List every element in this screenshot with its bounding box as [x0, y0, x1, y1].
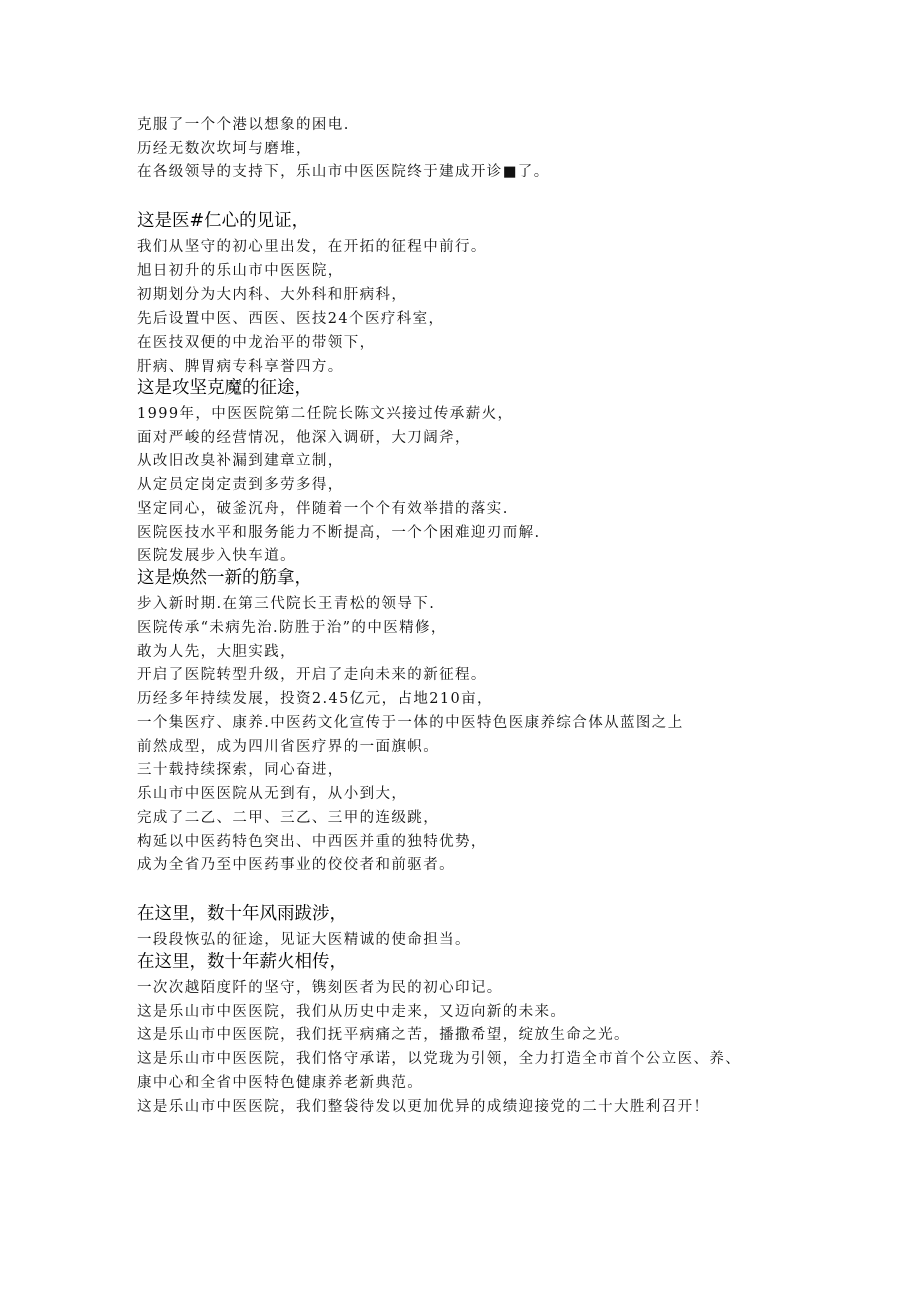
section-5-line-5: 康中心和全省中医特色健康养老新典范。	[137, 1075, 424, 1091]
section-3-line-5: 历经多年持续发展，投资2.45亿元，占地210亩，	[137, 691, 493, 707]
section-3-line-1: 步入新时期.在第三代院长王青松的领导下.	[137, 596, 436, 612]
section-3-line-9: 乐山市中医医院从无到有，从小到大，	[137, 786, 408, 802]
section-3-line-7: 前然成型，成为四川省医疗界的一面旗帜。	[137, 739, 440, 755]
section-2-line-2: 面对严峻的经营情况，他深入调研，大刀阔斧，	[137, 430, 471, 446]
section-1-line-2: 旭日初升的乐山市中医医院，	[137, 263, 344, 279]
section-2-line-1: 1999年，中医医院第二任院长陈文兴接过传承薪火，	[137, 406, 514, 422]
section-1-heading: 这是医#仁心的见证，	[137, 211, 310, 231]
section-3-heading: 这是焕然一新的筋拿，	[137, 568, 312, 588]
section-3-line-3: 敢为人先，大胆实践，	[137, 644, 296, 660]
intro-line-1: 克服了一个个港以想象的困电.	[137, 117, 350, 133]
section-2-line-5: 坚定同心，破釜沉舟，伴随着一个个有效举措的落实.	[137, 501, 509, 517]
section-1-line-5: 在医技双便的中龙治平的带领下，	[137, 335, 376, 351]
section-2-line-7: 医院发展步入快车道。	[137, 548, 296, 564]
section-3-line-4: 开启了医院转型升级，开启了走向未来的新征程。	[137, 667, 487, 683]
section-3-line-10: 完成了二乙、二甲、三乙、三甲的连级跳，	[137, 810, 440, 826]
section-5-line-4: 这是乐山市中医医院，我们恪守承诺，以党珑为引领，全力打造全市首个公立医、养、	[137, 1051, 742, 1067]
section-5-line-6: 这是乐山市中医医院，我们整袋待发以更加优异的成绩迎接党的二十大胜利召开！	[137, 1099, 710, 1115]
section-3-line-8: 三十载持续探索，同心奋进，	[137, 762, 344, 778]
section-4-heading: 在这里，数十年风雨跋涉，	[137, 904, 347, 924]
section-2-line-3: 从改旧改臭补漏到建章立制，	[137, 453, 344, 469]
section-3-line-2: 医院传承“未病先治.防胜于治”的中医精修，	[137, 620, 447, 636]
section-3-line-12: 成为全省乃至中医药事业的佼佼者和前驱者。	[137, 857, 455, 873]
section-2-heading: 这是攻坚克魔的征途，	[137, 378, 312, 398]
section-1-line-1: 我们从坚守的初心里出发，在开拓的征程中前行。	[137, 239, 487, 255]
intro-line-3: 在各级领导的支持下，乐山市中医医院终于建成开诊■了。	[137, 164, 550, 180]
section-5-line-1: 一次次越陌度阡的坚守，镌刻医者为民的初心印记。	[137, 980, 503, 996]
section-1-line-6: 肝病、脾胃病专科享誉四方。	[137, 359, 344, 375]
section-3-line-11: 构延以中医药特色突出、中西医并重的独特优势，	[137, 834, 487, 850]
section-1-line-3: 初期划分为大内科、大外科和肝病科，	[137, 287, 408, 303]
section-5-line-3: 这是乐山市中医医院，我们抚平病痛之苦，播撒希望，绽放生命之光。	[137, 1027, 630, 1043]
section-3-line-6: 一个集医疗、康养.中医药文化宣传于一体的中医特色医康养综合体从蓝图之上	[137, 715, 684, 731]
section-1-line-4: 先后设置中医、西医、医技24个医疗科室，	[137, 311, 445, 327]
section-2-line-4: 从定员定岗定责到多劳多得，	[137, 477, 344, 493]
section-2-line-6: 医院医技水平和服务能力不断提高，一个个困难迎刃而解.	[137, 525, 541, 541]
section-5-line-2: 这是乐山市中医医院，我们从历史中走来，又迈向新的未来。	[137, 1004, 567, 1020]
section-4-line-1: 一段段恢弘的征途，见证大医精诚的使命担当。	[137, 932, 471, 948]
section-5-heading: 在这里，数十年薪火相传，	[137, 952, 347, 972]
intro-line-2: 历经无数次坎坷与磨堆，	[137, 141, 312, 157]
